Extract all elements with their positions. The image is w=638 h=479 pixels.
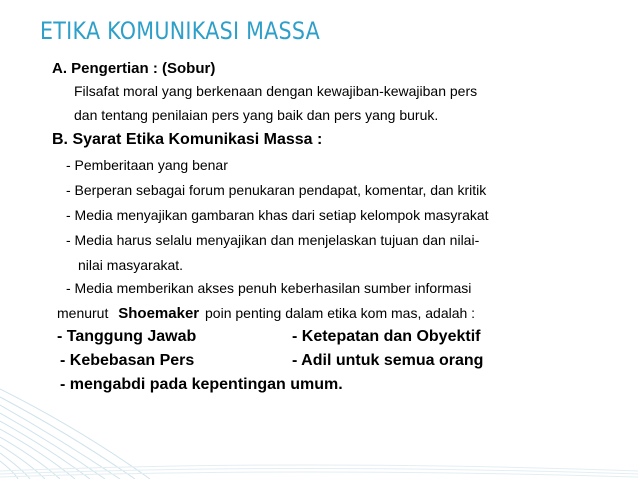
section-b-item: - Berperan sebagai forum penukaran pendapat, komentar, dan kritik xyxy=(66,182,487,198)
section-b-item: - Pemberitaan yang benar xyxy=(66,157,228,173)
slide-title: ETIKA KOMUNIKASI MASSA xyxy=(40,17,321,45)
point-right-2: - Adil untuk semua orang xyxy=(292,352,484,369)
section-b-item: - Media harus selalu menyajikan dan menjelaskan tujuan dan nilai- xyxy=(66,232,480,248)
point-left-1: - Tanggung Jawab xyxy=(57,328,197,345)
shoemaker-prefix: menurut xyxy=(57,305,109,321)
section-b-item: - Media menyajikan gambaran khas dari setiap kelompok masyrakat xyxy=(66,207,489,223)
section-b-item: - Media memberikan akses penuh keberhasilan sumber informasi xyxy=(66,280,472,296)
section-b-heading: B. Syarat Etika Komunikasi Massa : xyxy=(52,131,323,148)
point-last: - mengabdi pada kepentingan umum. xyxy=(60,376,343,393)
section-a-heading: A. Pengertian : (Sobur) xyxy=(52,60,216,77)
point-right-1: - Ketepatan dan Obyektif xyxy=(292,328,481,345)
point-left-2: - Kebebasan Pers xyxy=(60,352,195,369)
shoemaker-line xyxy=(57,305,475,322)
section-a-line-1: Filsafat moral yang berkenaan dengan kewajiban-kewajiban pers xyxy=(74,83,478,99)
section-a-line-2: dan tentang penilaian pers yang baik dan pers yang buruk. xyxy=(74,107,439,123)
shoemaker-name: Shoemaker xyxy=(118,305,200,322)
section-b-item-continued: nilai masyarakat. xyxy=(78,257,184,273)
shoemaker-suffix: poin penting dalam etika kom mas, adalah : xyxy=(205,305,476,321)
